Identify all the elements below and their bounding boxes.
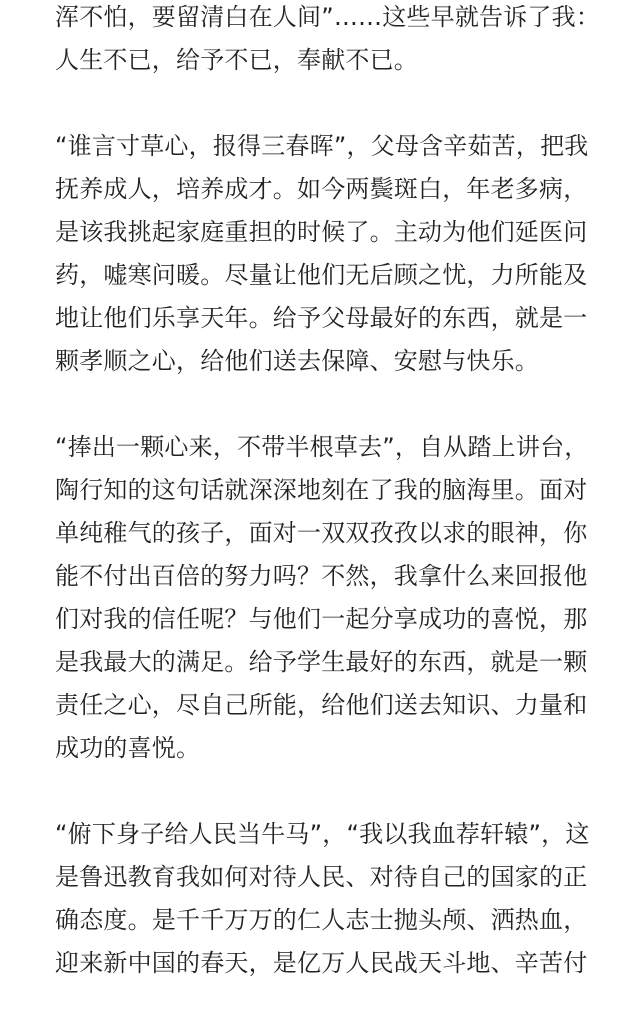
text-line: 抚养成人，培养成才。如今两鬓斑白，年老多病， xyxy=(55,175,588,203)
text-line: 确态度。是千千万万的仁人志士抛头颅、洒热血， xyxy=(55,906,588,934)
text-line: 成功的喜悦。 xyxy=(55,734,201,762)
text-line: 责任之心，尽自己所能，给他们送去知识、力量和 xyxy=(55,691,588,719)
paragraph-3 xyxy=(55,426,615,770)
text-line: 人生不已，给予不已，奉献不已。 xyxy=(55,46,418,74)
text-line: 们对我的信任呢？与他们一起分享成功的喜悦，那 xyxy=(55,605,588,633)
text-line: 浑不怕，要留清白在人间”……这些早就告诉了我： xyxy=(55,3,601,31)
text-line: 迎来新中国的春天，是亿万人民战天斗地、辛苦付 xyxy=(55,949,588,977)
text-line: 地让他们乐享天年。给予父母最好的东西，就是一 xyxy=(55,304,588,332)
text-line: 陶行知的这句话就深深地刻在了我的脑海里。面对 xyxy=(55,476,588,504)
text-line: “捧出一颗心来，不带半根草去”，自从踏上讲台， xyxy=(55,433,589,461)
paragraph-2 xyxy=(55,125,615,383)
text-line: 是鲁迅教育我如何对待人民、对待自己的国家的正 xyxy=(55,863,588,891)
text-line: 是该我挑起家庭重担的时候了。主动为他们延医问 xyxy=(55,218,588,246)
text-line: “俯下身子给人民当牛马”，“我以我血荐轩辕”，这 xyxy=(55,820,590,848)
article-body xyxy=(55,0,615,1028)
text-line: “谁言寸草心，报得三春晖”，父母含辛茹苦，把我 xyxy=(55,132,589,160)
text-line: 单纯稚气的孩子，面对一双双孜孜以求的眼神，你 xyxy=(55,519,588,547)
text-line: 颗孝顺之心，给他们送去保障、安慰与快乐。 xyxy=(55,347,539,375)
text-line: 药，嘘寒问暖。尽量让他们无后顾之忧，力所能及 xyxy=(55,261,588,289)
paragraph-1 xyxy=(55,0,615,82)
paragraph-4 xyxy=(55,813,615,985)
text-line: 能不付出百倍的努力吗？不然，我拿什么来回报他 xyxy=(55,562,588,590)
text-line: 是我最大的满足。给予学生最好的东西，就是一颗 xyxy=(55,648,588,676)
